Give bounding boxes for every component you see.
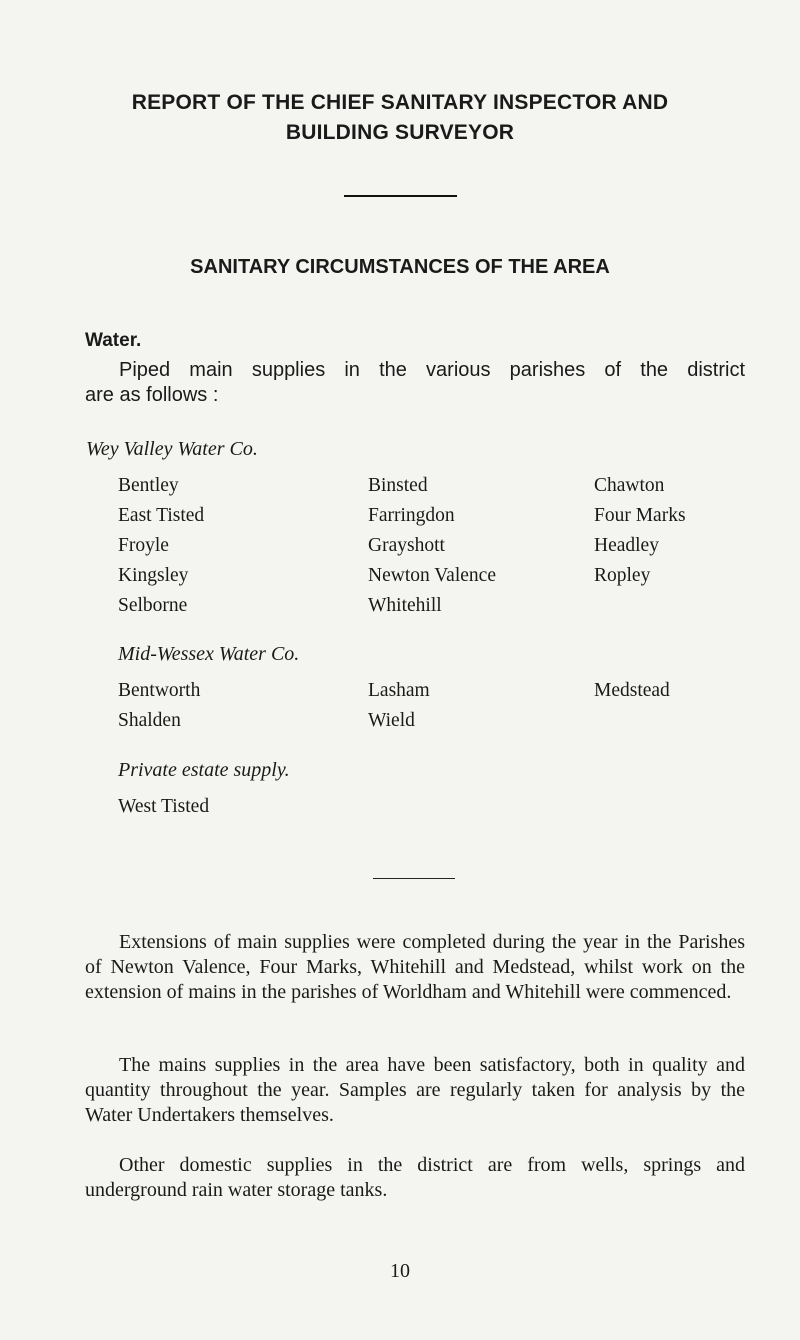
title-divider xyxy=(344,195,457,197)
water-heading: Water. xyxy=(85,330,142,351)
parish-name: Binsted xyxy=(368,475,428,496)
parish-name: East Tisted xyxy=(118,505,205,526)
private-estate-heading: Private estate supply. xyxy=(118,759,290,781)
parish-name: Bentworth xyxy=(118,680,201,701)
other-supplies-paragraph: Other domestic supplies in the district are from wells, springs and underground rain water storage tanks. xyxy=(85,1154,745,1201)
parish-name: Four Marks xyxy=(594,505,686,526)
parish-name: West Tisted xyxy=(118,796,210,817)
parish-name: Grayshott xyxy=(368,535,445,556)
report-title-line-1: REPORT OF THE CHIEF SANITARY INSPECTOR AND xyxy=(131,91,669,114)
intro-line-2: are as follows : xyxy=(85,384,219,406)
parish-name: Wield xyxy=(368,710,415,731)
report-title xyxy=(60,88,740,148)
parish-name: Headley xyxy=(594,535,659,556)
extensions-paragraph: Extensions of main supplies were completed during the year in the Parishes of Newton Valence, Four Marks, Whitehill and Medstead, whilst work on the extension of mains in the parishes of Worldham and Whitehill were commenced. xyxy=(85,931,745,1003)
mid-wessex-heading: Mid-Wessex Water Co. xyxy=(118,643,300,665)
parish-name: Shalden xyxy=(118,710,181,731)
parish-name: Bentley xyxy=(118,475,179,496)
parish-name: Kingsley xyxy=(118,565,189,586)
parish-name: Froyle xyxy=(118,535,169,556)
parish-name: Chawton xyxy=(594,475,665,496)
section-divider xyxy=(373,878,455,879)
intro-paragraph xyxy=(85,358,745,408)
parish-name: Whitehill xyxy=(368,595,442,616)
parish-name: Lasham xyxy=(368,680,430,701)
parish-name: Newton Valence xyxy=(368,565,496,586)
intro-line-1: Piped main supplies in the various parishes of the district xyxy=(119,359,745,381)
report-title-line-2: BUILDING SURVEYOR xyxy=(285,121,515,144)
wey-valley-heading: Wey Valley Water Co. xyxy=(86,438,258,460)
page-number: 10 xyxy=(390,1260,410,1282)
section-title: SANITARY CIRCUMSTANCES OF THE AREA xyxy=(190,256,610,278)
parish-name: Medstead xyxy=(594,680,670,701)
parish-name: Selborne xyxy=(118,595,188,616)
quality-paragraph: The mains supplies in the area have been satisfactory, both in quality and quantity throughout the year. Samples are regularly taken for analysis by the Water Undertakers themselves. xyxy=(85,1054,745,1126)
parish-name: Ropley xyxy=(594,565,651,586)
parish-name: Farringdon xyxy=(368,505,455,526)
